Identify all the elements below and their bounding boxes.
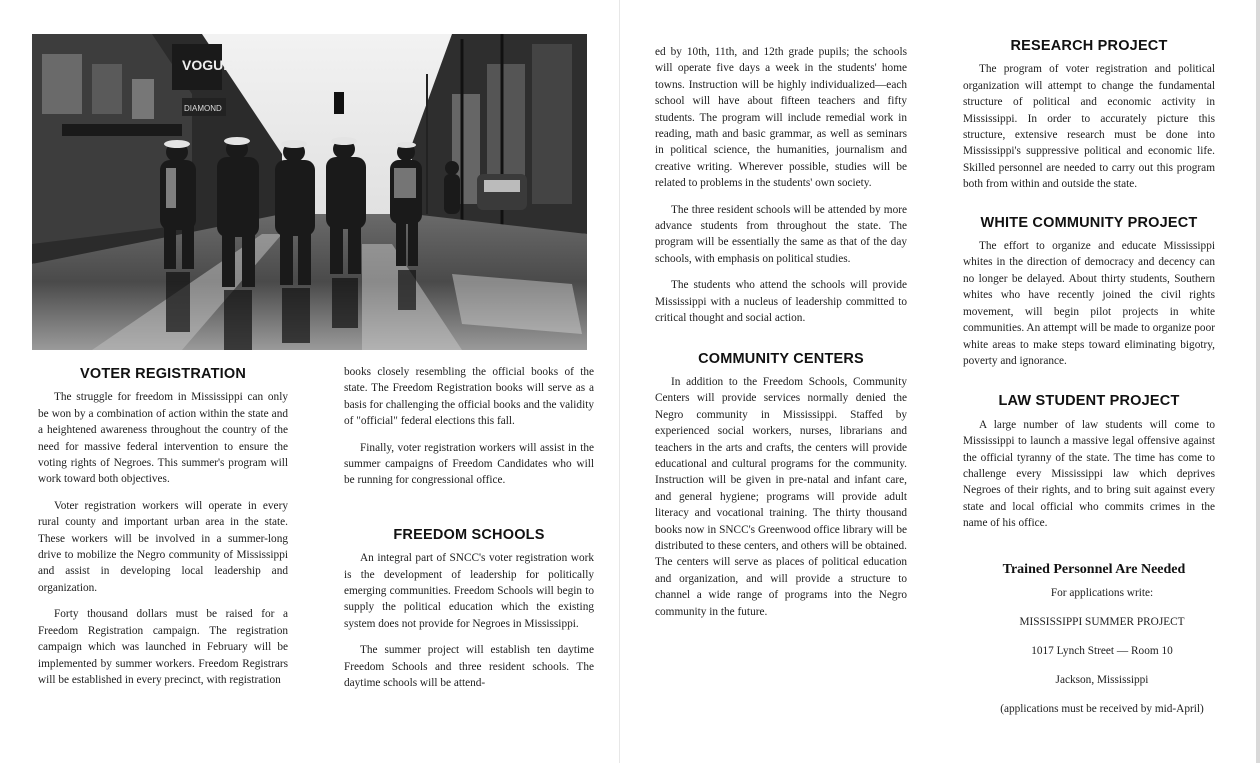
law-student-project-paragraph-1: A large number of law students will come to Mississippi to launch a massive legal offensive against the official tyranny of the state. The time has come to challenge every Mississippi law which deprives Negroes of their rights, and to bring suit against every state and local official who commits crimes in the name of his office. (963, 418, 1215, 530)
research-project-paragraph-1: The program of voter registration and political organization will attempt to change the fundamental structure of political and economic activity in Mississippi. In order to accurately picture this structure, extensive research must be done into Mississippi's suppressive political and economic life. Skilled personnel are needed to carry out this program both from within and outside the state. (963, 63, 1215, 191)
heading-trained-personnel: Trained Personnel Are Needed (1002, 561, 1186, 577)
heading-law-student-project: LAW STUDENT PROJECT (998, 393, 1180, 410)
voter-registration-paragraph-3-continued: books closely resembling the official books of the state. The Freedom Registration books will serve as a basis for challenging the official books and the validity of "official" federal elections this fall. (344, 366, 594, 428)
street-photograph (32, 34, 587, 350)
freedom-schools-paragraph-1: An integral part of SNCC's voter registration work is the development of leadership for politically emerging communities. Freedom Schools will begin to supply the political education which the existing system does not provide for Negroes in Mississippi. (344, 552, 594, 630)
freedom-schools-paragraph-2-continued: ed by 10th, 11th, and 12th grade pupils; the schools will operate five days a week in the students' home towns. Instruction will be highly individualized—each school will have about fifteen teachers and fifty students. The program will include remedial work in reading, math and basic grammar, as well as seminars in political science, the humanities, journalism and creative writing. Wherever possible, studies will be related to problems in the students' own society. (655, 46, 907, 190)
column-community-centers (655, 44, 907, 630)
column-voter-registration (38, 366, 288, 698)
applications-line-3: 1017 Lynch Street — Room 10 (1031, 644, 1173, 657)
voter-registration-paragraph-2: Voter registration workers will operate in every rural county and important urban area in the state. These workers will be involved in a summer-long drive to mobilize the Negro community of Mississippi and assist in developing local leadership and organization. (38, 499, 288, 594)
heading-voter-registration: VOTER REGISTRATION (79, 366, 247, 382)
community-centers-paragraph-1: In addition to the Freedom Schools, Community Centers will provide services normally denied the Negro community in Mississippi. Staffed by experienced social workers, nurses, librarians and teachers in the arts and crafts, the centers will provide educational and cultural programs for the community. Instruction will be given in pre-natal and infant care, and general hygiene; programs will provide adult literacy and vocational training. The thirty thousand books now in SNCC's Greenwood office library will be distributed to these centers, and others will be obtained. The centers will serve as places of political education and organization, and will provide a structure to channel a wide range of programs into the Negro community in the future. (655, 375, 907, 618)
page-edge (1256, 0, 1260, 763)
white-community-project-paragraph-1: The effort to organize and educate Mississippi whites in the direction of democracy and decency can no longer be delayed. About thirty students, Southern whites who have recently joined the civil rights movement, will begin pilot projects in white communities. An attempt will be made to organize poor white areas to make steps toward eliminating bigotry, poverty and ignorance. (963, 240, 1215, 367)
page-fold (619, 0, 620, 763)
applications-line-4: Jackson, Mississippi (1055, 673, 1149, 686)
column-projects (963, 38, 1215, 729)
voter-registration-paragraph-3: Forty thousand dollars must be raised for a Freedom Registration campaign. The registration campaign which was launched in February will be implemented by summer workers. Freedom Registrars will be established in every precinct, with registration (38, 608, 288, 686)
applications-line-1: For applications write: (1050, 586, 1154, 599)
sign-vogue: VOGUE (182, 57, 233, 73)
freedom-schools-paragraph-2: The summer project will establish ten daytime Freedom Schools and three resident schools. The daytime schools will be attend- (344, 644, 594, 690)
heading-research-project: RESEARCH PROJECT (1010, 38, 1168, 54)
trained-personnel-block (973, 562, 1215, 719)
heading-white-community-project: WHITE COMMUNITY PROJECT (980, 214, 1198, 231)
column-freedom-schools (344, 364, 594, 702)
heading-freedom-schools: FREEDOM SCHOOLS (393, 526, 545, 543)
voter-registration-paragraph-4: Finally, voter registration workers will assist in the summer campaigns of Freedom Candidates who will be running for congressional office. (344, 441, 594, 487)
freedom-schools-paragraph-3: The three resident schools will be attended by more advance students from throughout the state. The program will be essentially the same as that of the day schools, with emphasis on political studies. (655, 203, 907, 265)
applications-line-2: MISSISSIPPI SUMMER PROJECT (1019, 615, 1185, 628)
heading-community-centers: COMMUNITY CENTERS (698, 350, 864, 367)
sign-diamond: DIAMOND (184, 104, 222, 113)
voter-registration-paragraph-1: The struggle for freedom in Mississippi can only be won by a combination of action within the state and a heightened awareness throughout the country of the need for massive federal intervention to ensure the voting rights of Negroes. This summer's program will work toward both objectives. (38, 391, 288, 486)
street-photo-svg (32, 34, 587, 350)
applications-line-5: (applications must be received by mid-April) (1000, 702, 1204, 715)
freedom-schools-paragraph-4: The students who attend the schools will provide Mississippi with a nucleus of leadership committed to critical thought and social action. (655, 279, 907, 325)
